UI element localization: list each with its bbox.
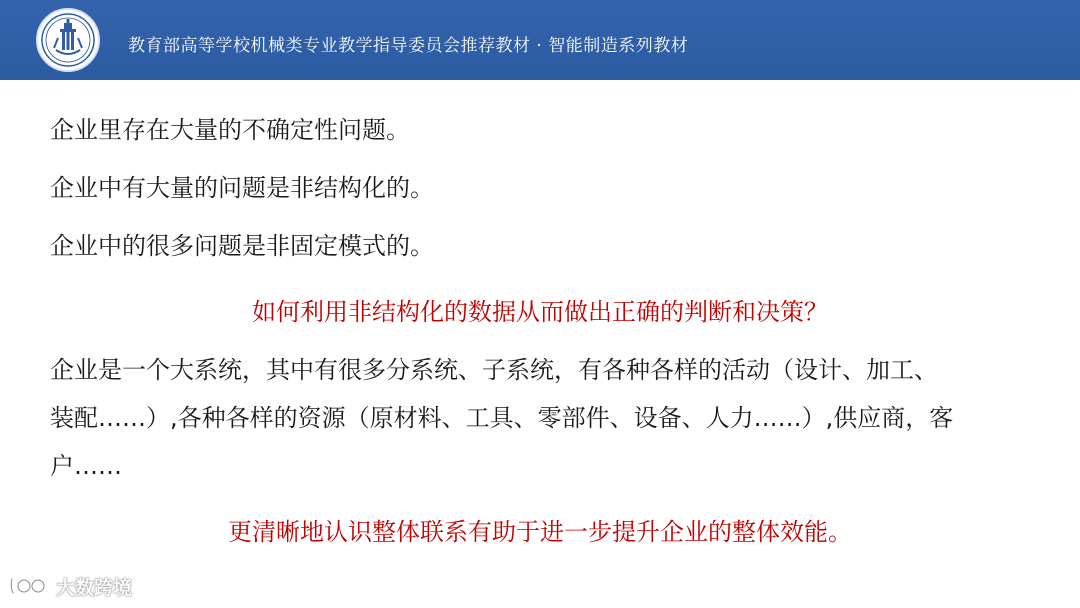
watermark-text: 大数跨境 (56, 576, 133, 599)
brand-logo-icon (8, 573, 52, 599)
key-question: 如何利用非结构化的数据从而做出正确的判断和决策？ (252, 298, 828, 326)
enterprise-system-description (50, 346, 1040, 490)
statement-unstructured: 企业中有大量的问题是非结构化的。 (50, 174, 434, 202)
description-line: 户…… (50, 452, 122, 480)
statement-non-fixed-pattern: 企业中的很多问题是非固定模式的。 (50, 232, 434, 260)
watermark (8, 572, 132, 600)
header-title: 教育部高等学校机械类专业教学指导委员会推荐教材 · 智能制造系列教材 (128, 36, 689, 56)
conclusion-statement: 更清晰地认识整体联系有助于进一步提升企业的整体效能。 (228, 518, 852, 546)
university-emblem-icon (36, 8, 100, 72)
description-line: 企业是一个大系统，其中有很多分系统、子系统，有各种各样的活动（设计、加工、 (50, 356, 938, 384)
slide-content (0, 80, 1080, 608)
description-line: 装配……）,各种各样的资源（原材料、工具、零部件、设备、人力……）,供应商，客 (50, 404, 954, 432)
statement-uncertainty: 企业里存在大量的不确定性问题。 (50, 116, 410, 144)
